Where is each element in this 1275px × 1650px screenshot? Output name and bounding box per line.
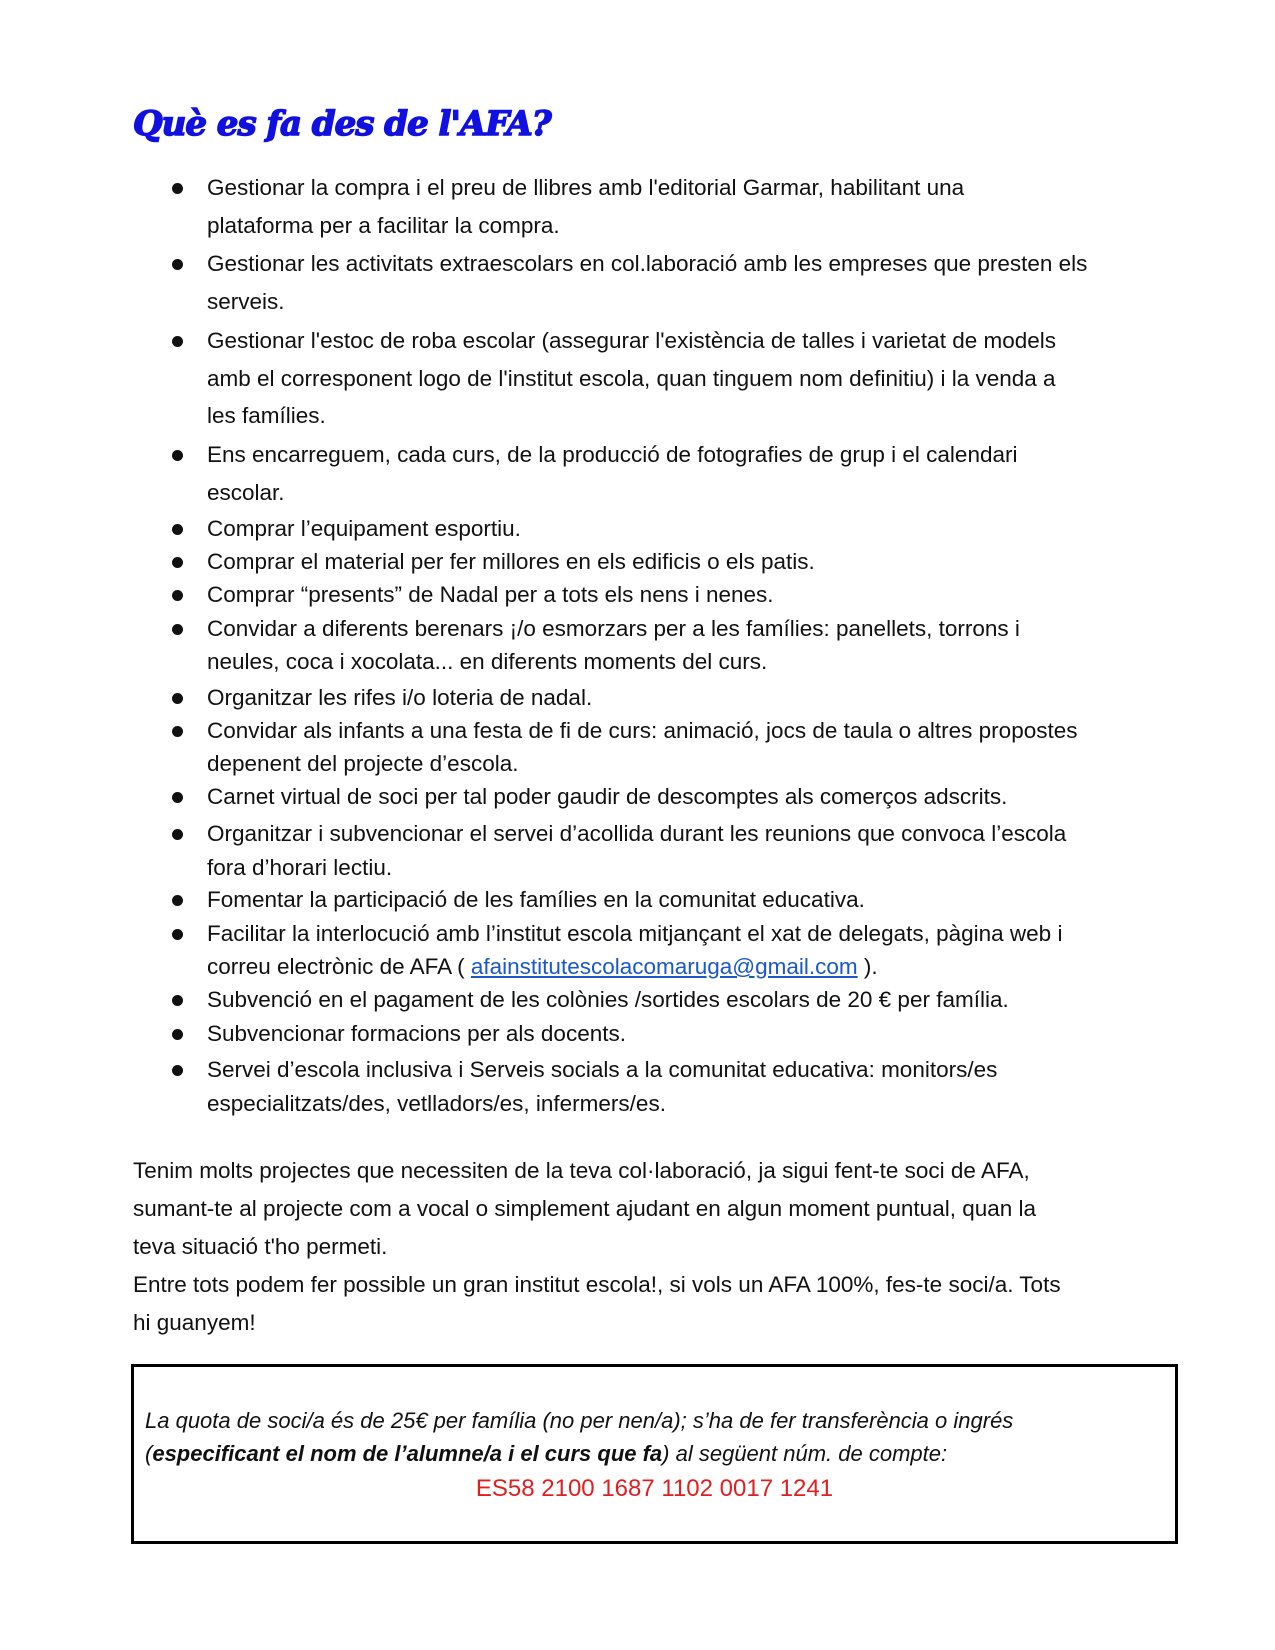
list-item-line: Gestionar les activitats extraescolars en col.laboració amb les empreses que presten els — [207, 251, 1088, 276]
instruction-rest: ) al següent núm. de compte: — [662, 1441, 948, 1466]
list-item-line: Organitzar i subvencionar el servei d’acollida durant les reunions que convoca l’escola — [207, 821, 1067, 846]
bullet-icon — [172, 995, 183, 1006]
list-item-line: Carnet virtual de soci per tal poder gaudir de descomptes als comerços adscrits. — [207, 784, 1008, 809]
list-item-line: Facilitar la interlocució amb l’institut escola mitjançant el xat de delegats, pàgina web i — [207, 921, 1063, 946]
list-item-line: Fomentar la participació de les famílies en la comunitat educativa. — [207, 887, 865, 912]
list-item-line — [207, 953, 878, 981]
list-item-line: amb el corresponent logo de l'institut escola, quan tinguem nom definitiu) i la venda a — [207, 366, 1056, 391]
bullet-icon — [172, 929, 183, 940]
bullet-icon — [172, 259, 183, 270]
list-item-line: Comprar el material per fer millores en els edificis o els patis. — [207, 549, 815, 574]
bullet-icon — [172, 829, 183, 840]
list-item-line: Servei d’escola inclusiva i Serveis socials a la comunitat educativa: monitors/es — [207, 1057, 998, 1082]
paragraph-line: hi guanyem! — [133, 1310, 256, 1335]
list-item-line: fora d’horari lectiu. — [207, 855, 393, 880]
bullet-icon — [172, 895, 183, 906]
paragraph-line: Entre tots podem fer possible un gran institut escola!, si vols un AFA 100%, fes-te soci/a. Tots — [133, 1272, 1061, 1297]
fee-instructions-line — [145, 1440, 947, 1468]
paragraph-line: teva situació t'ho permeti. — [133, 1234, 388, 1259]
list-item-line: especialitzats/des, vetlladors/es, infermers/es. — [207, 1091, 666, 1116]
paragraph-line: sumant-te al projecte com a vocal o simplement ajudant en algun moment puntual, quan la — [133, 1196, 1037, 1221]
list-item-line: Ens encarreguem, cada curs, de la producció de fotografies de grup i el calendari — [207, 442, 1018, 467]
list-item-line: Gestionar l'estoc de roba escolar (assegurar l'existència de talles i varietat de models — [207, 328, 1057, 353]
list-item-line: Comprar l’equipament esportiu. — [207, 516, 521, 541]
list-item-line: serveis. — [207, 289, 285, 314]
bullet-icon — [172, 450, 183, 461]
instruction-emphasis: especificant el nom de l’alumne/a i el curs que fa — [152, 1441, 663, 1466]
bullet-icon — [172, 792, 183, 803]
email-suffix: ). — [857, 954, 878, 979]
bullet-icon — [172, 726, 183, 737]
list-item-line: Comprar “presents” de Nadal per a tots els nens i nenes. — [207, 582, 774, 607]
bullet-icon — [172, 557, 183, 568]
list-item-line: Convidar a diferents berenars ¡/o esmorzars per a les famílies: panellets, torrons i — [207, 616, 1020, 641]
paren-open: ( — [145, 1441, 153, 1466]
bullet-icon — [172, 624, 183, 635]
list-item-line: les famílies. — [207, 403, 326, 428]
list-item-line: depenent del projecte d’escola. — [207, 751, 519, 776]
bullet-icon — [172, 590, 183, 601]
email-link[interactable]: afainstitutescolacomaruga@gmail.com — [470, 954, 858, 979]
list-item-line: escolar. — [207, 480, 285, 505]
list-item-line: neules, coca i xocolata... en diferents moments del curs. — [207, 649, 768, 674]
list-item-line: Subvencionar formacions per als docents. — [207, 1021, 626, 1046]
page-title: Què es fa des de l'AFA? — [133, 104, 551, 144]
list-item-line: Subvenció en el pagament de les colònies /sortides escolars de 20 € per família. — [207, 987, 1009, 1012]
bullet-icon — [172, 336, 183, 347]
fee-info-line: La quota de soci/a és de 25€ per família (no per nen/a); s’ha de fer transferència o ingrés — [145, 1408, 1014, 1433]
bank-account-number: ES58 2100 1687 1102 0017 1241 — [475, 1475, 834, 1502]
list-item-line: Gestionar la compra i el preu de llibres amb l'editorial Garmar, habilitant una — [207, 175, 965, 200]
email-prefix: correu electrònic de AFA ( — [207, 954, 471, 979]
list-item-line: Organitzar les rifes i/o loteria de nadal. — [207, 685, 593, 710]
bullet-icon — [172, 183, 183, 194]
paragraph-line: Tenim molts projectes que necessiten de la teva col·laboració, ja sigui fent-te soci de AFA, — [133, 1158, 1030, 1183]
list-item-line: Convidar als infants a una festa de fi de curs: animació, jocs de taula o altres propostes — [207, 718, 1078, 743]
bullet-icon — [172, 524, 183, 535]
bullet-icon — [172, 1065, 183, 1076]
bullet-icon — [172, 1029, 183, 1040]
bullet-icon — [172, 693, 183, 704]
list-item-line: plataforma per a facilitar la compra. — [207, 213, 560, 238]
